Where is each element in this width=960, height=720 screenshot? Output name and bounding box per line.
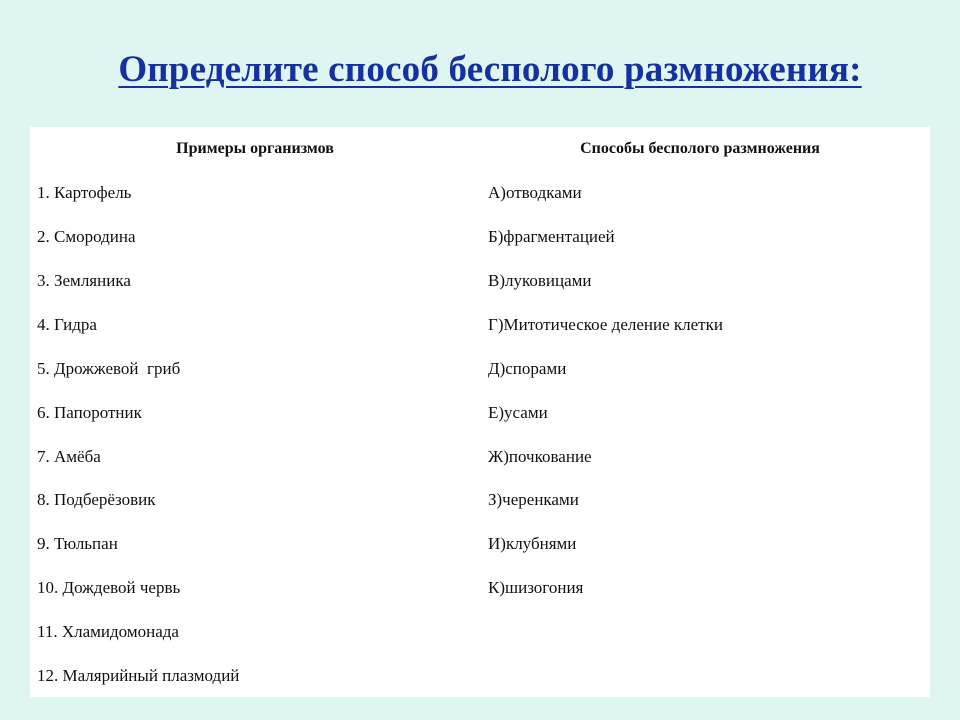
method-item: З)черенками xyxy=(488,490,579,509)
methods-header: Способы бесполого размножения xyxy=(580,140,820,157)
organism-item: 8. Подберёзовик xyxy=(37,490,156,509)
organism-item: 2. Смородина xyxy=(37,227,136,246)
organism-item: 6. Папоротник xyxy=(37,403,142,422)
slide-title: Определите способ бесполого размножения: xyxy=(118,49,862,90)
method-item: И)клубнями xyxy=(488,534,577,553)
organism-item: 12. Малярийный плазмодий xyxy=(37,666,240,685)
method-item: Б)фрагментацией xyxy=(488,227,615,246)
organism-item: 1. Картофель xyxy=(37,183,132,202)
method-item: Г)Митотическое деление клетки xyxy=(488,315,723,334)
method-item: Е)усами xyxy=(488,403,548,422)
method-item: К)шизогония xyxy=(488,578,584,597)
organism-item: 9. Тюльпан xyxy=(37,534,118,553)
organism-item: 11. Хламидомонада xyxy=(37,622,179,641)
method-item: Д)спорами xyxy=(488,359,567,378)
organism-item: 4. Гидра xyxy=(37,315,97,334)
method-item: А)отводками xyxy=(488,183,582,202)
matching-table xyxy=(30,127,930,697)
organism-item: 5. Дрожжевой гриб xyxy=(37,359,181,378)
organisms-header: Примеры организмов xyxy=(176,140,334,157)
organism-item: 3. Земляника xyxy=(37,271,131,290)
method-item: В)луковицами xyxy=(488,271,592,290)
organism-item: 7. Амёба xyxy=(37,447,101,466)
organism-item: 10. Дождевой червь xyxy=(37,578,181,597)
method-item: Ж)почкование xyxy=(488,447,592,466)
